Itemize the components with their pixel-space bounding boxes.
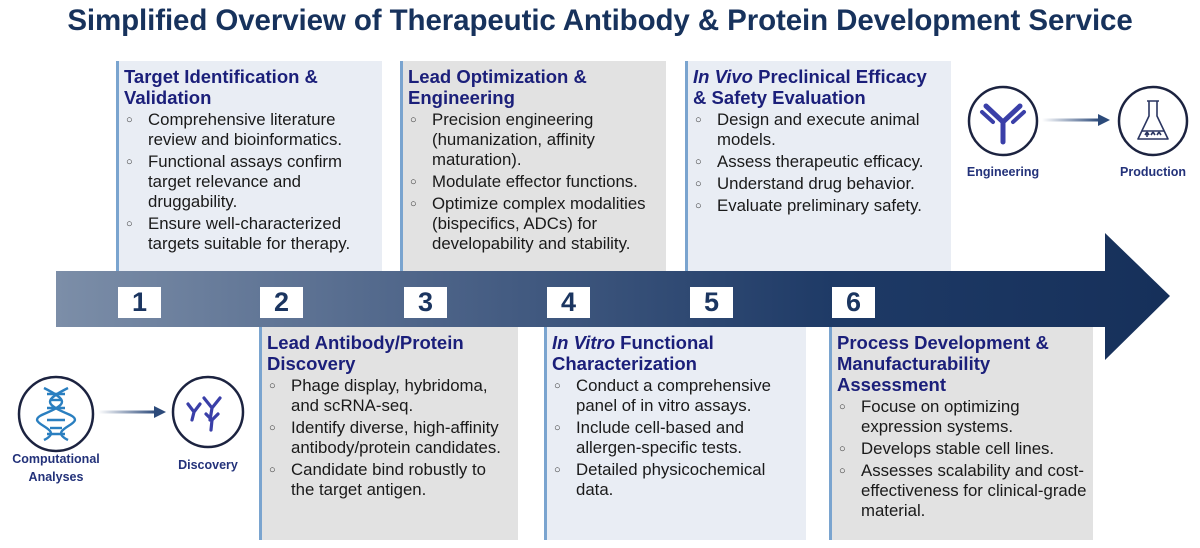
bullet-item: ○ Evaluate preliminary safety. xyxy=(695,196,922,215)
bullet-item: ○ Phage display, hybridoma, and scRNA-seq. xyxy=(269,376,488,415)
step-number-4: 4 xyxy=(547,287,590,318)
bullet-item: ○ Design and execute animal models. xyxy=(695,110,920,149)
step-number-2: 2 xyxy=(260,287,303,318)
bullet-item: ○ Comprehensive literature review and bioinformatics. xyxy=(126,110,343,149)
computational-analyses-label: Computational Analyses xyxy=(12,452,100,484)
engineering-label: Engineering xyxy=(966,165,1040,179)
step-bullets xyxy=(552,376,800,500)
step-heading: In Vivo Preclinical Efficacy & Safety Evaluation xyxy=(693,66,927,108)
step-heading: Process Development & Manufacturability Assessment xyxy=(837,332,1049,395)
arrow-right-icon xyxy=(96,404,168,420)
bullet-item: ○ Detailed physicochemical data. xyxy=(554,460,766,499)
step-card-lead-optimization xyxy=(400,61,666,271)
antibodies-icon xyxy=(170,374,246,450)
step-bullets xyxy=(693,110,945,216)
step-number-5: 5 xyxy=(690,287,733,318)
step-card-lead-discovery xyxy=(259,327,518,540)
arrow-right-icon xyxy=(1040,112,1112,128)
bullet-item: ○ Precision engineering (humanization, affinity maturation). xyxy=(410,110,595,169)
step-bullets xyxy=(124,110,376,254)
bullet-item: ○ Conduct a comprehensive panel of in vitro assays. xyxy=(554,376,771,415)
step-heading: Lead Optimization & Engineering xyxy=(408,66,587,108)
step-bullets xyxy=(837,397,1087,521)
bullet-item: ○ Develops stable cell lines. xyxy=(839,439,1055,458)
step-heading: Lead Antibody/Protein Discovery xyxy=(267,332,464,374)
step-card-in-vitro-characterization xyxy=(544,327,806,540)
step-card-process-development xyxy=(829,327,1093,540)
step-number-1: 1 xyxy=(118,287,161,318)
bullet-item: ○ Ensure well-characterized targets suitable for therapy. xyxy=(126,214,351,253)
bullet-item: ○ Assess therapeutic efficacy. xyxy=(695,152,924,171)
page-title: Simplified Overview of Therapeutic Antibody & Protein Development Service xyxy=(67,4,1133,37)
discovery-label: Discovery xyxy=(178,458,238,472)
step-bullets xyxy=(267,376,512,500)
step-card-target-identification xyxy=(116,61,382,271)
step-card-in-vivo-preclinical xyxy=(685,61,951,271)
production-label: Production xyxy=(1120,165,1186,179)
bullet-item: ○ Understand drug behavior. xyxy=(695,174,915,193)
bullet-item: ○ Functional assays confirm target relevance and druggability. xyxy=(126,152,342,211)
antibody-icon xyxy=(966,84,1040,158)
step-number-3: 3 xyxy=(404,287,447,318)
flask-icon xyxy=(1116,84,1190,158)
bullet-item: ○ Include cell-based and allergen-specific tests. xyxy=(554,418,744,457)
step-heading: In Vitro Functional Characterization xyxy=(552,332,714,374)
bullet-item: ○ Focuse on optimizing expression systems. xyxy=(839,397,1020,436)
step-heading: Target Identification & Validation xyxy=(124,66,318,108)
bullet-item: ○ Assesses scalability and cost-effectiveness for clinical-grade material. xyxy=(839,461,1087,520)
bullet-item: ○ Modulate effector functions. xyxy=(410,172,638,191)
bullet-item: ○ Optimize complex modalities (bispecifics, ADCs) for developability and stability. xyxy=(410,194,646,253)
bullet-item: ○ Candidate bind robustly to the target antigen. xyxy=(269,460,486,499)
step-bullets xyxy=(408,110,660,254)
dna-icon xyxy=(16,374,96,454)
bullet-item: ○ Identify diverse, high-affinity antibody/protein candidates. xyxy=(269,418,501,457)
step-number-6: 6 xyxy=(832,287,875,318)
